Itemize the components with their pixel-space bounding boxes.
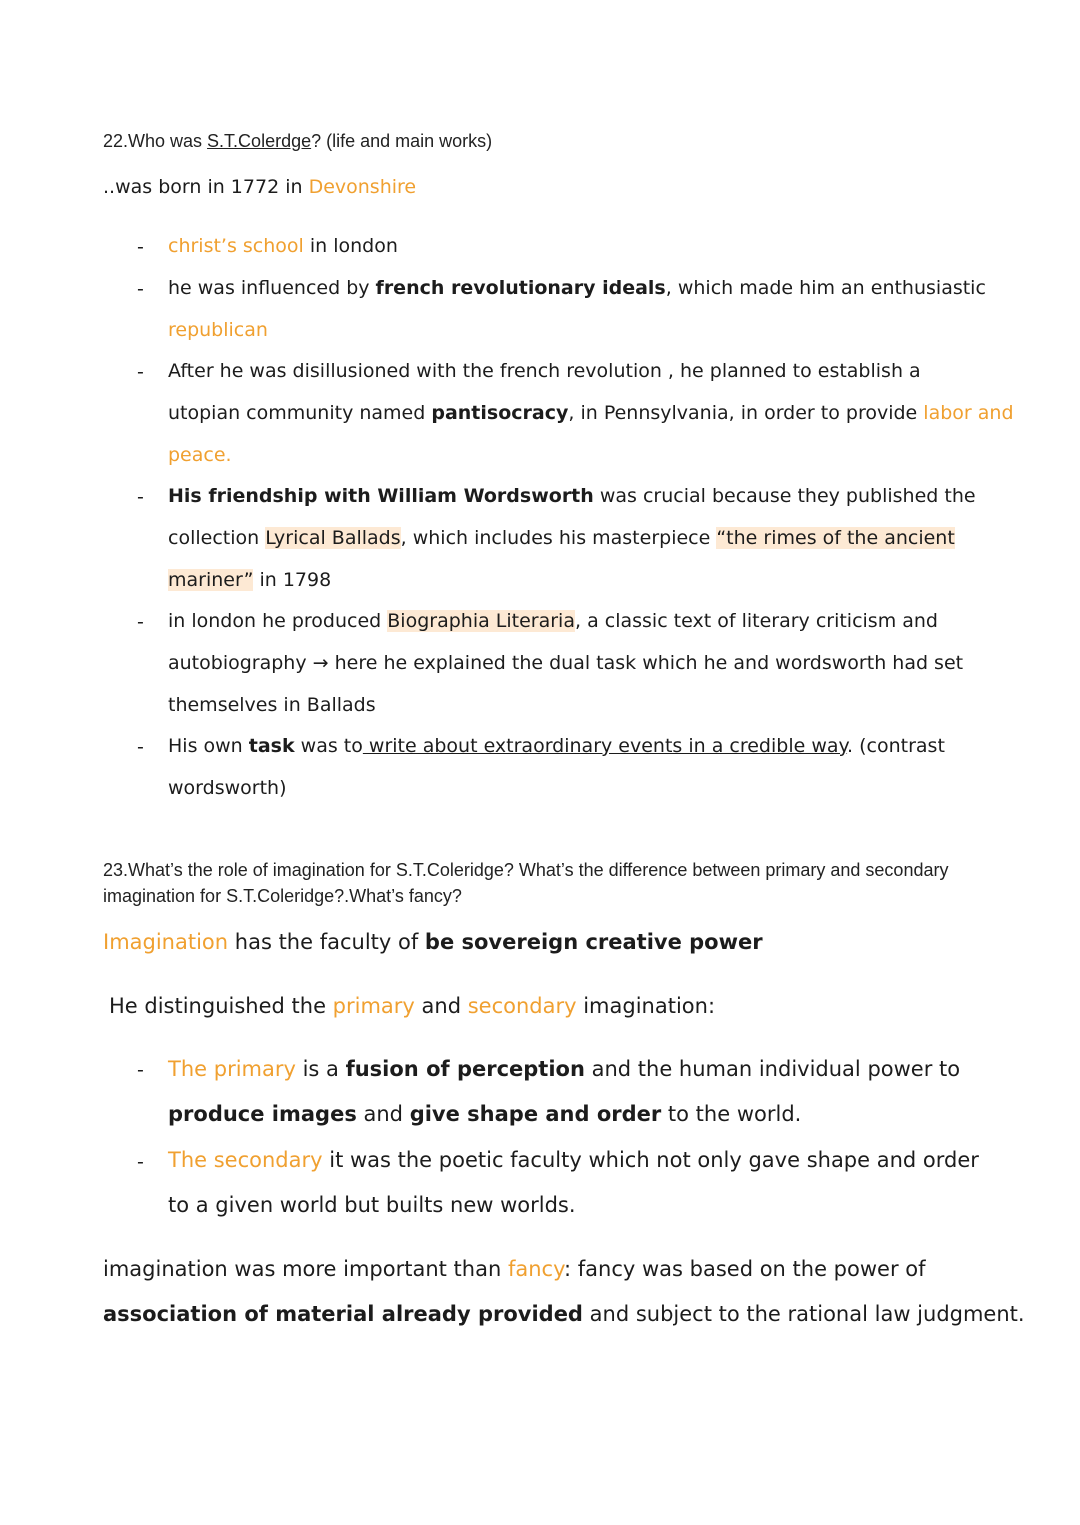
q22-bullet-3-line-3: peace. bbox=[168, 444, 232, 466]
q22-bullet-4-line-3: mariner” in 1798 bbox=[168, 569, 332, 591]
q22-intro: ..was born in 1772 in Devonshire bbox=[103, 176, 417, 198]
bullet-dash: - bbox=[137, 236, 144, 258]
q22-bullet-5-line-2: autobiography → here he explained the dual task which he and wordsworth had set bbox=[168, 652, 964, 674]
bullet-dash: - bbox=[137, 361, 144, 383]
q23-bullet-1-line-2: produce images and give shape and order to the world. bbox=[168, 1102, 802, 1126]
bullet-dash: - bbox=[137, 611, 144, 633]
q22-bullet-4-line-1: His friendship with William Wordsworth was crucial because they published the bbox=[168, 485, 976, 507]
bullet-dash: - bbox=[137, 278, 144, 300]
question-23-title-line-1: 23.What’s the role of imagination for S.T.Coleridge? What’s the difference between primary and secondary bbox=[103, 860, 949, 880]
bullet-dash: - bbox=[137, 1151, 144, 1173]
q22-bullet-1: christ’s school in london bbox=[168, 235, 398, 257]
q23-bullet-2-line-2: to a given world but builts new worlds. bbox=[168, 1193, 576, 1217]
q22-bullet-4-line-2: collection Lyrical Ballads, which includes his masterpiece “the rimes of the ancient bbox=[168, 527, 955, 549]
question-22-title: 22.Who was S.T.Colerdge? (life and main works) bbox=[103, 131, 493, 151]
q22-bullet-2-line-2: republican bbox=[168, 319, 268, 341]
q22-bullet-3-line-2: utopian community named pantisocracy, in Pennsylvania, in order to provide labor and bbox=[168, 402, 1014, 424]
q22-bullet-5-line-3: themselves in Ballads bbox=[168, 694, 376, 716]
q23-paragraph-3-line-2: association of material already provided and subject to the rational law judgment. bbox=[103, 1302, 1025, 1326]
q23-paragraph-1: Imagination has the faculty of be sovereign creative power bbox=[103, 930, 763, 954]
question-23-title-line-2: imagination for S.T.Coleridge?.What’s fancy? bbox=[103, 886, 462, 906]
q22-bullet-6-line-2: wordsworth) bbox=[168, 777, 287, 799]
q22-bullet-2-line-1: he was influenced by french revolutionary ideals, which made him an enthusiastic bbox=[168, 277, 986, 299]
bullet-dash: - bbox=[137, 1059, 144, 1081]
q23-paragraph-3-line-1: imagination was more important than fancy: fancy was based on the power of bbox=[103, 1257, 926, 1281]
q23-bullet-2-line-1: The secondary it was the poetic faculty which not only gave shape and order bbox=[168, 1148, 979, 1172]
bullet-dash: - bbox=[137, 486, 144, 508]
q22-bullet-3-line-1: After he was disillusioned with the french revolution , he planned to establish a bbox=[168, 360, 921, 382]
q23-bullet-1-line-1: The primary is a fusion of perception and the human individual power to bbox=[168, 1057, 961, 1081]
bullet-dash: - bbox=[137, 736, 144, 758]
q22-bullet-6-line-1: His own task was to write about extraordinary events in a credible way. (contrast bbox=[168, 735, 945, 757]
q22-bullet-5-line-1: in london he produced Biographia Literaria, a classic text of literary criticism and bbox=[168, 610, 938, 632]
q23-paragraph-2: He distinguished the primary and secondary imagination: bbox=[109, 994, 716, 1018]
